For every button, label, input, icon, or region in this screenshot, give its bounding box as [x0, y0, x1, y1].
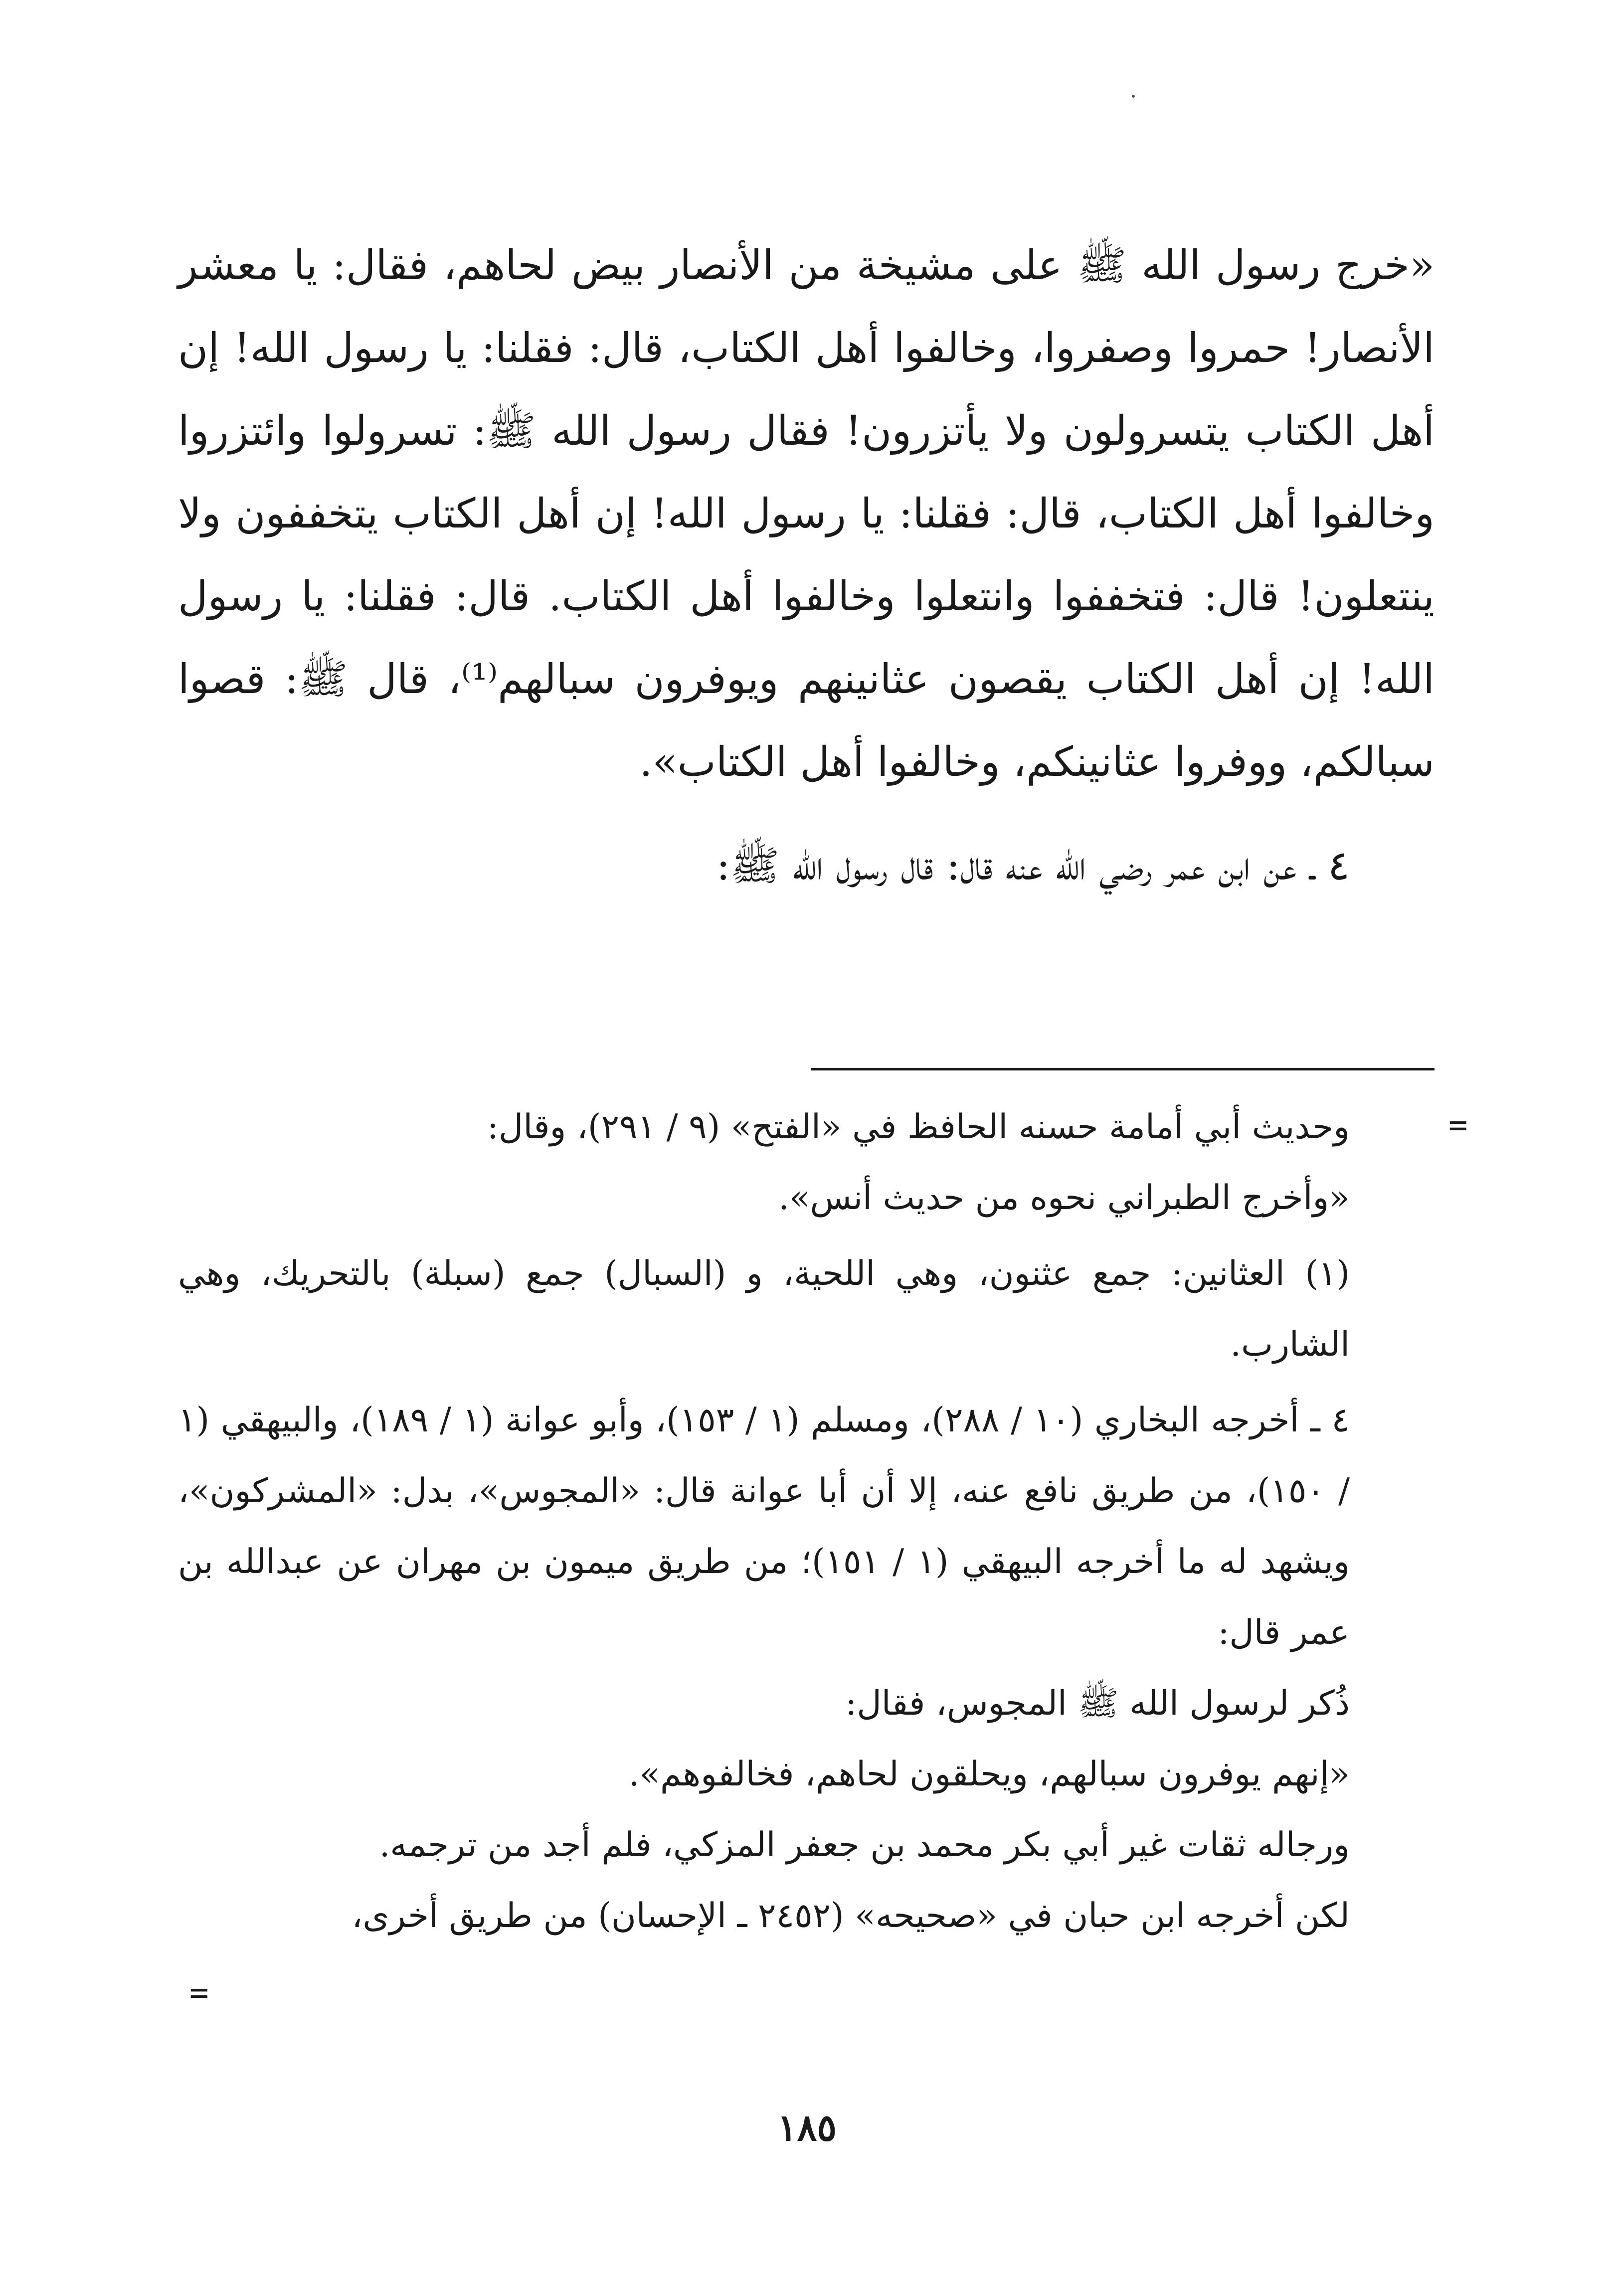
hadith-4-heading: ٤ ـ عن ابن عمر رضي الله عنه قال: قال رسول الله ﷺ:: [716, 842, 1350, 889]
footnote-1: (١) العثانين: جمع عثنون، وهي اللحية، و (السبال) جمع (سبلة) بالتحريك، وهي الشارب.: [178, 1254, 1350, 1364]
footnote-continued-line-1: وحديث أبي أمامة حسنه الحافظ في «الفتح» (٩ / ٢٩١)، وقال:: [487, 1107, 1350, 1147]
footnote-4-quote-1: ذُكر لرسول الله ﷺ المجوس، فقال:: [845, 1684, 1350, 1723]
continuation-mark-top: =: [1448, 1107, 1468, 1144]
main-text: [178, 224, 1435, 907]
continuation-mark-bottom: =: [189, 1974, 209, 2011]
footnote-4-last-line: لكن أخرجه ابن حبان في «صحيحه» (٢٤٥٢ ـ الإحسان) من طريق أخرى،: [352, 1896, 1350, 1936]
footnote-4-body: ٤ ـ أخرجه البخاري (١٠ / ٢٨٨)، ومسلم (١ / ١٥٣)، وأبو عوانة (١ / ١٨٩)، والبيهقي (١ / ١٥٠)، من طريق نافع عنه، إلا أن أبا عوانة قال: «المجوس»، بدل: «المشركون»، ويشهد له ما أخرجه البيهقي (١ / ١٥١)؛ من طريق ميمون بن مهران عن عبدالله بن عمر قال:: [178, 1401, 1350, 1652]
footnote-4-narrators: ورجاله ثقات غير أبي بكر محمد بن جعفر المزكي، فلم أجد من ترجمه.: [379, 1825, 1350, 1865]
footnote-continued-line-2: «وأخرج الطبراني نحوه من حديث أنس».: [778, 1178, 1350, 1218]
page-number: ١٨٥: [777, 2107, 837, 2149]
footnotes: [178, 1092, 1435, 1951]
footnote-4-quote-2: «إنهم يوفرون سبالهم، ويحلقون لحاهم، فخالفوهم».: [628, 1755, 1350, 1794]
main-paragraph-hadith-3: «خرج رسول الله ﷺ على مشيخة من الأنصار بيض لحاهم، فقال: يا معشر الأنصار! حمروا وصفروا، وخالفوا أهل الكتاب، قال: فقلنا: يا رسول الله! إن أهل الكتاب يتسرولون ولا يأتزرون! فقال رسول الله ﷺ: تسرولوا وائتزروا وخالفوا أهل الكتاب، قال: فقلنا: يا رسول الله! إن أهل الكتاب يتخففون ولا ينتعلون! قال: فتخففوا وانتعلوا وخالفوا أهل الكتاب. قال: فقلنا: يا رسول الله! إن أهل الكتاب يقصون عثانينهم ويوفرون سبالهم⁽¹⁾، قال ﷺ: قصوا سبالكم، ووفروا عثانينكم، وخالفوا أهل الكتاب».: [178, 242, 1435, 786]
footnote-separator: [811, 1068, 1435, 1070]
scan-speck: [1132, 95, 1135, 98]
